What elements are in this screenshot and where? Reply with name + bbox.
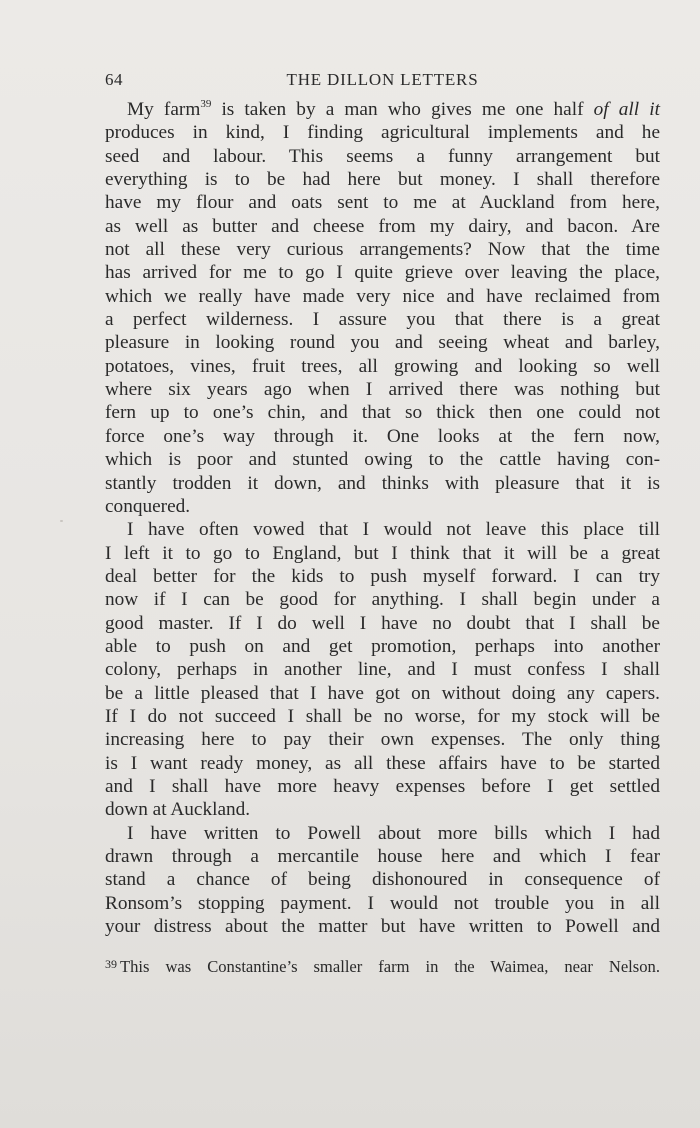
page-header xyxy=(105,70,660,94)
text-line: I have written to Powell about more bills which I had xyxy=(127,822,660,844)
text-line: I have often vowed that I would not leave this place till xyxy=(127,519,660,541)
text-line: fern up to one’s chin, and that so thick then one could not xyxy=(105,402,660,424)
text-line: potatoes, vines, fruit trees, all growing and looking so well xyxy=(105,355,660,377)
text-line: If I do not succeed I shall be no worse, for my stock will be xyxy=(105,705,660,727)
text-line: as well as butter and cheese from my dairy, and bacon. Are xyxy=(105,215,660,237)
text-line: where six years ago when I arrived there was nothing but xyxy=(105,379,660,401)
body-text xyxy=(105,98,660,938)
text-line: increasing here to pay their own expenses. The only thing xyxy=(105,729,660,751)
text-line: have my flour and oats sent to me at Auckland from here, xyxy=(105,192,660,214)
text-line: good master. If I do well I have no doubt that I shall be xyxy=(105,612,660,634)
footnote-text: This was Constantine’s smaller farm in the Waimea, near Nelson. xyxy=(120,957,660,976)
text-line: I left it to go to England, but I think that it will be a great xyxy=(105,542,660,564)
text-line: everything is to be had here but money. I shall therefore xyxy=(105,169,660,191)
text-line: able to push on and get promotion, perhaps into another xyxy=(105,635,660,657)
text-line: pleasure in looking round you and seeing wheat and barley, xyxy=(105,332,660,354)
text-line: not all these very curious arrangements? Now that the time xyxy=(105,239,660,261)
paper-speck xyxy=(60,520,63,522)
text-line: is I want ready money, as all these affairs have to be started xyxy=(105,752,660,774)
text-line: now if I can be good for anything. I shall begin under a xyxy=(105,589,660,611)
text-line: colony, perhaps in another line, and I must confess I shall xyxy=(105,659,660,681)
text-line: stantly trodden it down, and thinks with pleasure that it is xyxy=(105,472,660,494)
text-line: drawn through a mercantile house here and which I fear xyxy=(105,846,660,867)
text-line: has arrived for me to go I quite grieve over leaving the place, xyxy=(105,262,660,284)
page-number: 64 xyxy=(105,70,123,89)
text-line: My farm$^{39}$ is taken by a man who gives me one half of all it xyxy=(127,97,660,120)
text-line: a perfect wilderness. I assure you that there is a great xyxy=(105,309,660,331)
text-line: which is poor and stunted owing to the cattle having con- xyxy=(105,449,660,471)
text-line: and I shall have more heavy expenses before I get settled xyxy=(105,775,660,797)
text-line: your distress about the matter but have written to Powell and xyxy=(105,916,660,938)
text-line: be a little pleased that I have got on without doing any capers. xyxy=(105,682,660,704)
text-line: Ronsom’s stopping payment. I would not trouble you in all xyxy=(105,892,660,914)
text-line: produces in kind, I finding agricultural implements and he xyxy=(105,122,660,144)
footnote-marker: 39 xyxy=(105,957,117,971)
text-line: deal better for the kids to push myself forward. I can try xyxy=(105,565,660,587)
running-title: THE DILLON LETTERS xyxy=(286,70,479,89)
text-line: conquered. xyxy=(105,495,191,517)
text-line: seed and labour. This seems a funny arrangement but xyxy=(105,145,660,167)
footnote xyxy=(105,956,660,979)
text-line: stand a chance of being dishonoured in consequence of xyxy=(105,869,660,891)
footnote-reference[interactable]: 39 xyxy=(200,97,212,110)
text-line: down at Auckland. xyxy=(105,799,251,821)
text-line: force one’s way through it. One looks at the fern now, xyxy=(105,425,660,447)
text-line: which we really have made very nice and have reclaimed from xyxy=(105,285,660,307)
